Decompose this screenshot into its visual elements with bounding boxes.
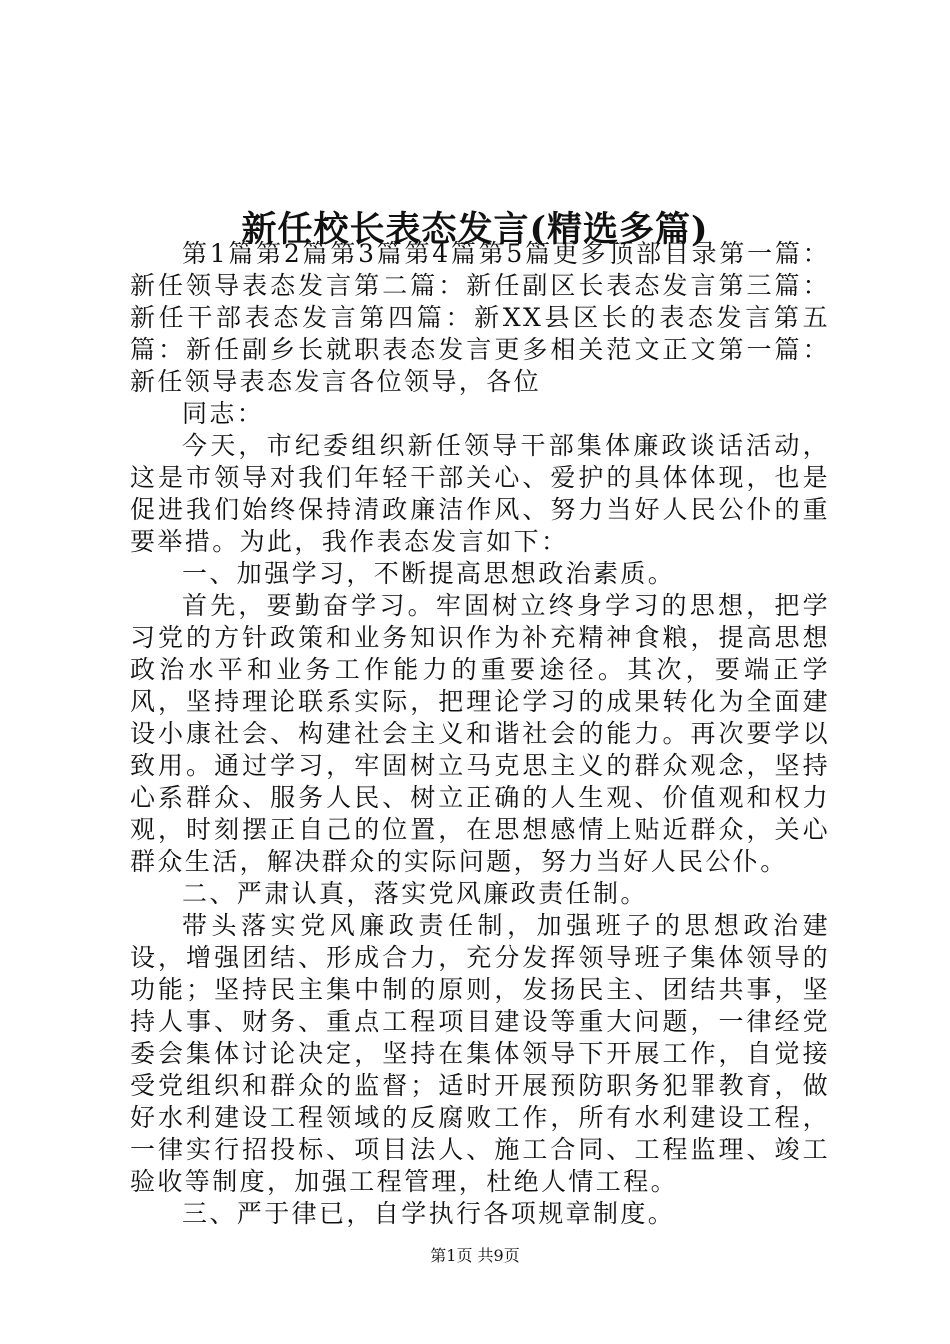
paragraph-section-2: 带头落实党风廉政责任制，加强班子的思想政治建设，增强团结、形成合力，充分发挥领导班子集体领导的功能；坚持民主集中制的原则，发扬民主、团结共事，坚持人事、财务、重点工程项目建设等重大问题，一律经党委会集体讨论决定，坚持在集体领导下开展工作，自觉接受党组织和群众的监督；适时开展预防职务犯罪教育，做好水利建设工程领域的反腐败工作，所有水利建设工程，一律实行招投标、项目法人、施工合同、工程监理、竣工验收等制度，加强工程管理，杜绝人情工程。 — [130, 911, 830, 1196]
paragraph-section-1: 首先，要勤奋学习。牢固树立终身学习的思想，把学习党的方针政策和业务知识作为补充精神食粮，提高思想政治水平和业务工作能力的重要途径。其次，要端正学风，坚持理论联系实际，把理论学习的成果转化为全面建设小康社会、构建社会主义和谐社会的能力。再次要学以致用。通过学习，牢固树立马克思主义的群众观念，坚持心系群众、服务人民、树立正确的人生观、价值观和权力观，时刻摆正自己的位置，在思想感情上贴近群众，关心群众生活，解决群众的实际问题，努力当好人民公仆。 — [130, 591, 830, 876]
page-footer: 第1页 共9页 — [430, 1246, 520, 1265]
section-heading-2: 二、严肃认真，落实党风廉政责任制。 — [182, 879, 648, 908]
document-title: 新任校长表态发言(精选多篇) — [241, 209, 709, 251]
paragraph-toc: 第1篇第2篇第3篇第4篇第5篇更多顶部目录第一篇：新任领导表态发言第二篇：新任副区长表态发言第三篇：新任干部表态发言第四篇：新XX县区长的表态发言第五篇：新任副乡长就职表态发言更多相关范文正文第一篇：新任领导表态发言各位领导，各位 — [130, 239, 830, 396]
section-heading-3: 三、严于律已，自学执行各项规章制度。 — [182, 1199, 676, 1228]
section-heading-1: 一、加强学习，不断提高思想政治素质。 — [182, 559, 676, 588]
document-body — [130, 238, 830, 1230]
paragraph-salutation: 同志： — [182, 399, 265, 428]
paragraph-intro: 今天，市纪委组织新任领导干部集体廉政谈话活动，这是市领导对我们年轻干部关心、爱护的具体体现，也是促进我们始终保持清政廉洁作风、努力当好人民公仆的重要举措。为此，我作表态发言如下： — [130, 431, 830, 556]
